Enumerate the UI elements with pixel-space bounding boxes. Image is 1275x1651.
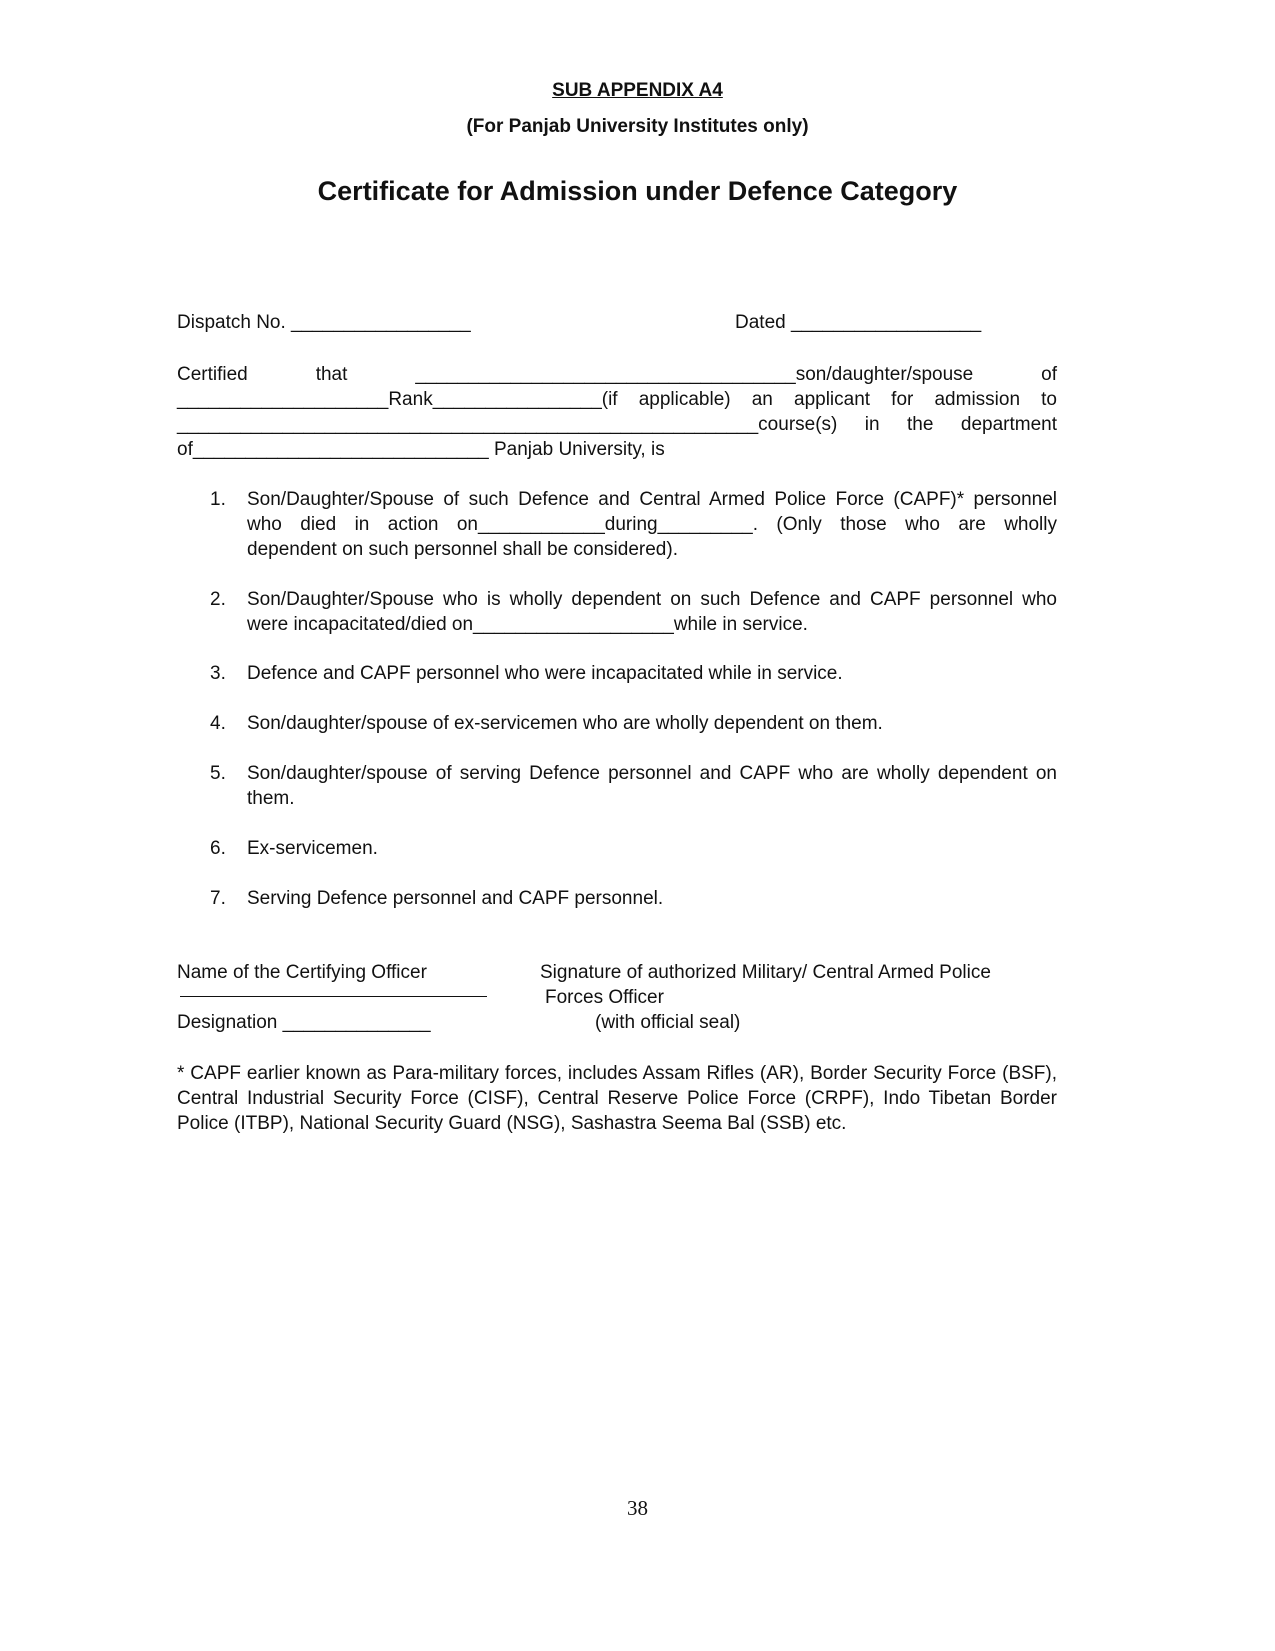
list-item-number: 7. [210,888,226,909]
certified-line-3: _______________________________________________________course(s) in the department [177,414,1057,435]
footnote-line-2: Central Industrial Security Force (CISF), Central Reserve Police Force (CRPF), Indo Tibetan Border [177,1088,1057,1109]
footnote-line-1: * CAPF earlier known as Para-military forces, includes Assam Rifles (AR), Border Security Force (BSF), [177,1063,1057,1084]
list-item-text: Son/daughter/spouse of serving Defence personnel and CAPF who are wholly dependent on [247,763,1057,784]
certifying-officer-name-label: Name of the Certifying Officer [177,962,427,983]
list-item-number: 6. [210,838,226,859]
authorized-signature-label: Signature of authorized Military/ Central Armed Police [540,962,991,983]
list-item-text: dependent on such personnel shall be considered). [247,539,678,560]
list-item-text: were incapacitated/died on___________________while in service. [247,614,808,635]
dated-field: Dated __________________ [735,312,982,333]
list-item-number: 2. [210,589,226,610]
list-item-number: 3. [210,663,226,684]
footnote-line-3: Police (ITBP), National Security Guard (NSG), Sashastra Seema Bal (SSB) etc. [177,1113,847,1134]
list-item-number: 4. [210,713,226,734]
certified-line-4: of____________________________ Panjab University, is [177,439,665,460]
list-item-number: 1. [210,489,226,510]
list-item-number: 5. [210,763,226,784]
page-number: 38 [627,1496,648,1520]
list-item-text: Son/Daughter/Spouse of such Defence and Central Armed Police Force (CAPF)* personnel [247,489,1057,510]
dispatch-number-field: Dispatch No. _________________ [177,312,471,333]
list-item-text: Son/daughter/spouse of ex-servicemen who are wholly dependent on them. [247,713,883,734]
certified-line-1: Certified that ____________________________________son/daughter/spouse of [177,364,1057,385]
page-title: Certificate for Admission under Defence Category [317,176,958,206]
certified-line-2: ____________________Rank________________(if applicable) an applicant for admission to [177,389,1057,410]
authorized-signature-label-cont: Forces Officer [545,987,664,1008]
list-item-text: Serving Defence personnel and CAPF personnel. [247,888,664,909]
list-item-text: Defence and CAPF personnel who were incapacitated while in service. [247,663,843,684]
list-item-text: Ex-servicemen. [247,838,378,859]
list-item-text: them. [247,788,295,809]
designation-field: Designation ______________ [177,1012,431,1033]
signature-line [180,996,487,997]
list-item-text: who died in action on____________during_________. (Only those who are wholly [247,514,1057,535]
list-item-text: Son/Daughter/Spouse who is wholly dependent on such Defence and CAPF personnel who [247,589,1057,610]
appendix-heading: SUB APPENDIX A4 [552,80,723,101]
scope-note: (For Panjab University Institutes only) [466,116,809,137]
official-seal-note: (with official seal) [595,1012,741,1033]
